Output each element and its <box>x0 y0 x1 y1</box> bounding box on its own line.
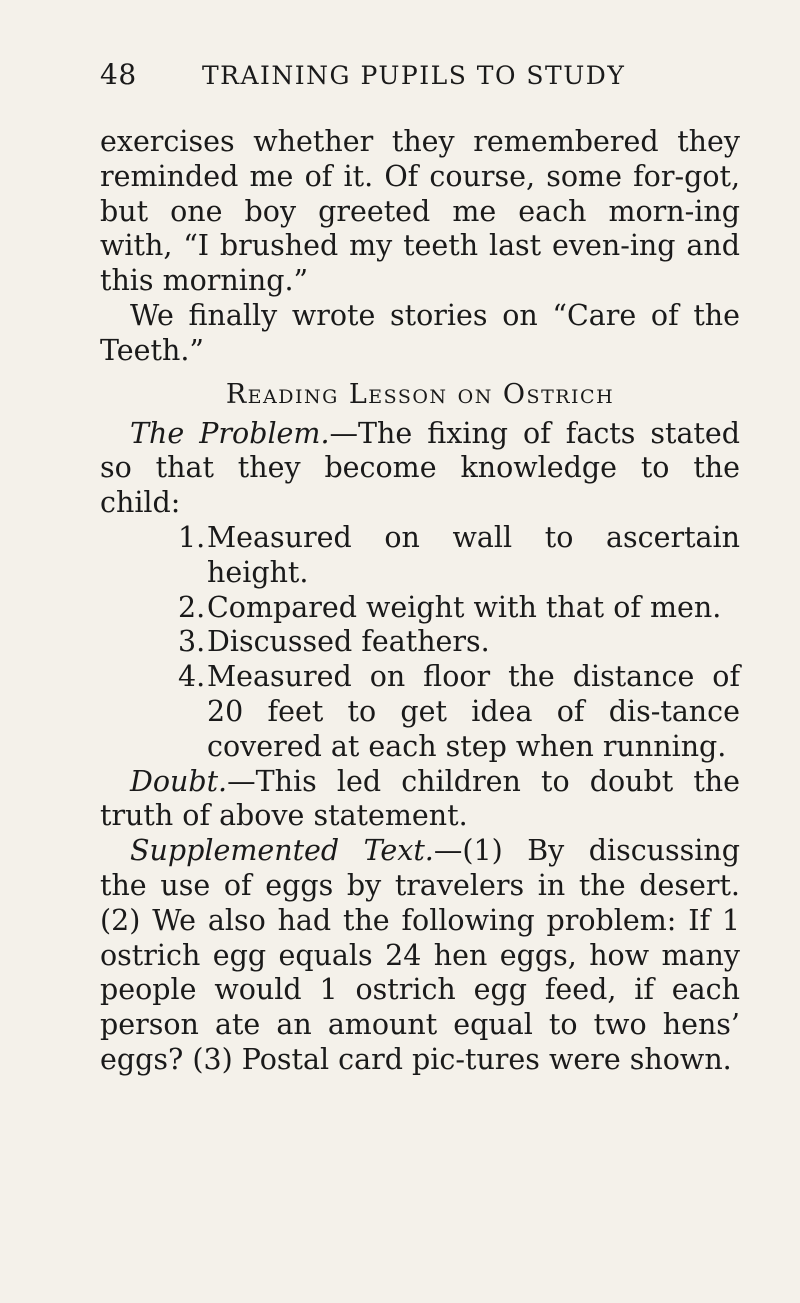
list-item-text: Measured on wall to ascertain height. <box>207 520 740 589</box>
doubt-text: —This led children to doubt the truth of above statement. <box>100 764 740 833</box>
running-title: TRAINING PUPILS TO STUDY <box>202 61 626 90</box>
list-item-number: 4. <box>178 660 206 694</box>
running-head <box>100 58 740 91</box>
problem-paragraph <box>100 417 740 521</box>
list-item-text: Compared weight with that of men. <box>207 590 722 624</box>
list-item-text: Measured on floor the distance of 20 feet to get idea of dis-tance covered at each step when running. <box>207 660 740 763</box>
paragraph-care-of-teeth: We finally wrote stories on “Care of the Teeth.” <box>100 298 740 367</box>
list-item <box>100 591 740 626</box>
book-page <box>100 58 740 1078</box>
list-item <box>100 625 740 660</box>
problem-text: —The fixing of facts stated so that they become knowledge to the child: <box>100 416 740 520</box>
list-item-text: Discussed feathers. <box>207 625 490 659</box>
list-item <box>100 660 740 764</box>
supplemented-text: —(1) By discussing the use of eggs by travelers in the desert. (2) We also had the following problem: If 1 ostrich egg equals 24 hen eggs, how many people would 1 ostrich egg feed, if each person ate an amount equal to two hens’ eggs? (3) Postal card pic-tures were shown. <box>100 834 740 1076</box>
list-item <box>100 521 740 591</box>
supplemented-label: Supplemented Text. <box>130 834 434 868</box>
section-heading: Reading Lesson on Ostrich <box>225 378 615 410</box>
list-item-number: 2. <box>178 590 206 624</box>
doubt-label: Doubt. <box>130 764 228 798</box>
paragraph-continued: exercises whether they remembered they reminded me of it. Of course, some for-got, but one boy greeted me each morn-ing with, “I brushed my teeth last even-ing and this morning.” <box>100 125 740 298</box>
doubt-paragraph <box>100 765 740 835</box>
supplemented-paragraph <box>100 834 740 1078</box>
problem-label: The Problem. <box>130 416 330 450</box>
list-item-number: 1. <box>178 520 206 554</box>
page-number: 48 <box>100 58 137 91</box>
list-item-number: 3. <box>178 625 206 659</box>
facts-list <box>100 521 740 765</box>
